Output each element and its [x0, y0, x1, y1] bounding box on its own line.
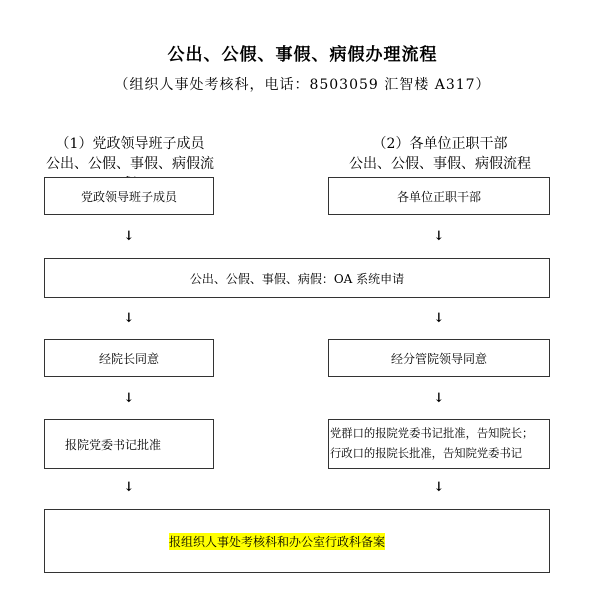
- right-step4-line2: 行政口的报院长批准，告知院党委书记: [330, 447, 523, 460]
- right-step4-text: [330, 424, 533, 464]
- final-filing-box: [44, 509, 550, 573]
- left-step4-label: 报院党委书记批准: [65, 437, 162, 452]
- arrow-down-icon: ↓: [433, 311, 445, 326]
- right-column-heading: [330, 134, 550, 174]
- right-step1-label: 各单位正职干部: [396, 189, 481, 204]
- oa-application-box: [44, 258, 550, 298]
- page-subtitle: （组织人事处考核科，电话：8503059 汇智楼 A317）: [114, 77, 491, 93]
- page-title: 公出、公假、事假、病假办理流程: [167, 45, 438, 65]
- arrow-down-icon: ↓: [433, 229, 445, 244]
- arrow-down-icon: ↓: [123, 391, 135, 406]
- right-heading-line2: 公出、公假、事假、病假流程: [349, 156, 531, 172]
- arrow-down-icon: ↓: [123, 480, 135, 495]
- left-step3-box: [44, 339, 214, 377]
- left-heading-line1: （1）党政领导班子成员: [55, 136, 205, 152]
- left-step4-box: [44, 419, 214, 469]
- right-heading-line1: （2）各单位正职干部: [372, 136, 508, 152]
- right-step4-line1: 党群口的报院党委书记批准，告知院长；: [330, 427, 534, 440]
- left-step3-label: 经院长同意: [98, 351, 159, 366]
- arrow-down-icon: ↓: [123, 311, 135, 326]
- arrow-down-icon: ↓: [433, 480, 445, 495]
- right-step4-box: [328, 419, 550, 469]
- left-step1-label: 党政领导班子成员: [80, 189, 177, 204]
- oa-application-label: 公出、公假、事假、病假：OA 系统申请: [189, 271, 405, 286]
- arrow-down-icon: ↓: [433, 391, 445, 406]
- right-step3-label: 经分管院领导同意: [390, 351, 487, 366]
- right-step3-box: [328, 339, 550, 377]
- left-step1-box: [44, 177, 214, 215]
- right-step1-box: [328, 177, 550, 215]
- arrow-down-icon: ↓: [123, 229, 135, 244]
- left-heading-line2: 公出、公假、事假、病假流: [46, 156, 214, 172]
- final-filing-label: 报组织人事处考核科和办公室行政科备案: [169, 534, 386, 549]
